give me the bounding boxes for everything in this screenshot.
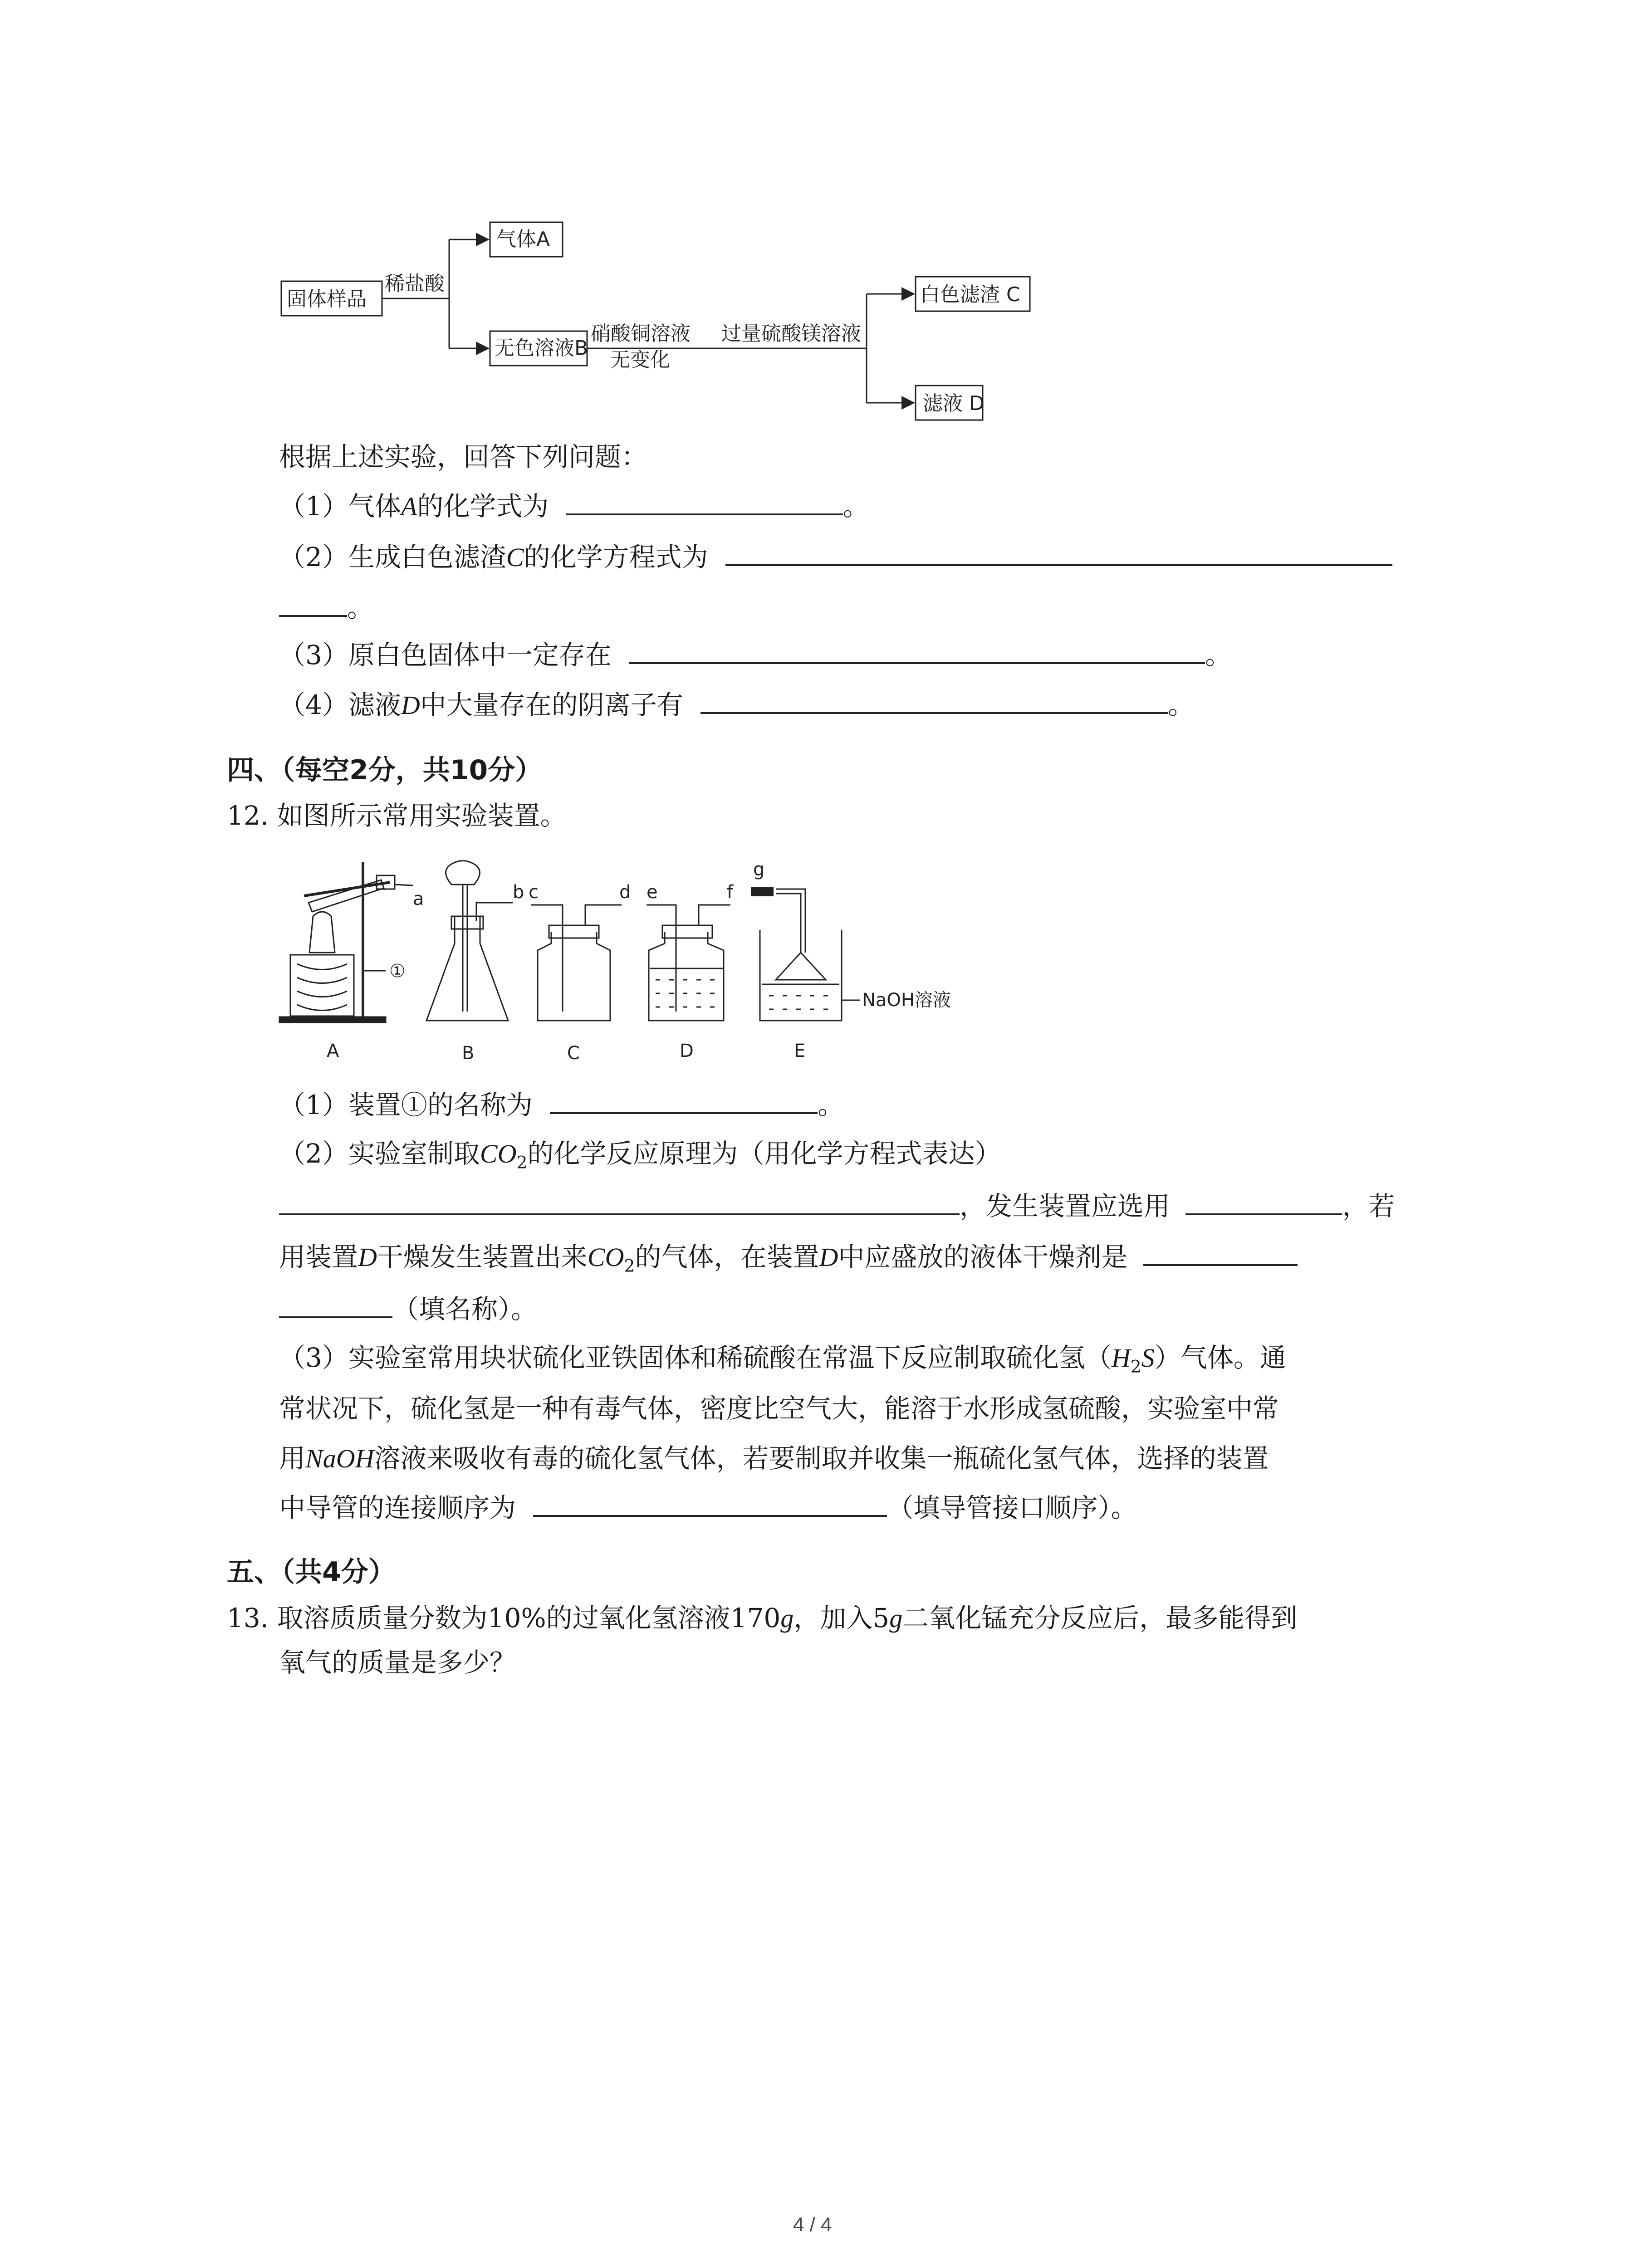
q12-part2-line2: ，发生装置应选用 ，若 [279,1190,1395,1222]
q12-part2-line4: （填名称）。 [279,1293,537,1325]
q11-part2-cont: 。 [279,591,373,624]
flow-solution-b-label: 无色溶液B [495,337,588,360]
apparatus-a-label: A [327,1041,339,1061]
naoh-label: NaOH溶液 [862,990,951,1011]
q11-answer4-blank[interactable] [700,689,1168,714]
flow-sample-label: 固体样品 [287,288,367,311]
port-d-label: d [619,882,631,903]
q12-desiccant-blank-cont[interactable] [279,1293,392,1318]
apparatus-c-label: C [567,1043,580,1064]
apparatus-e-label: E [794,1041,806,1061]
port-e-label: e [647,882,658,903]
q11-answer2-blank-cont[interactable] [279,591,347,617]
q11-part4: （4）滤液D中大量存在的阴离子有 。 [279,689,1195,720]
apparatus-diagram [277,853,985,1066]
q11-part1: （1）气体A的化学式为 。 [279,491,869,522]
q12-equation-blank[interactable] [279,1190,960,1215]
q12-part2: （2）实验室制取$CO_2$的化学反应原理为（用化学方程式表达） [279,1138,1001,1173]
q12-part3-line4: 中导管的连接顺序为 （填导管接口顺序）。 [279,1492,1137,1523]
q11-answer3-blank[interactable] [629,639,1205,664]
section4-heading: 四、（每空2分，共10分） [227,754,543,786]
q11-part3: （3）原白色固体中一定存在 。 [279,640,1232,670]
q13-line1: 13. 取溶质质量分数为10%的过氧化氢溶液170g，加入5g二氧化锰充分反应后，最多能得到 [227,1603,1298,1633]
q11-answer2-blank[interactable] [725,541,1392,566]
q12-part1: （1）装置①的名称为 。 [279,1090,844,1120]
q12-answer1-blank[interactable] [550,1089,818,1114]
port-b-label: b [513,882,524,903]
flow-no-change-label: 无变化 [610,348,670,371]
marker-1-label: ① [389,961,406,982]
port-a-label: a [413,889,424,909]
q11-part2: （2）生成白色滤渣C的化学方程式为 [279,541,1392,573]
flow-filtrate-d-label: 滤液 D [923,392,985,415]
flow-acid-label: 稀盐酸 [385,272,445,295]
q12-connection-order-blank[interactable] [533,1491,887,1517]
flow-residue-c-label: 白色滤渣 C [920,283,1020,306]
flow-reagent2-label: 过量硫酸镁溶液 [721,322,861,345]
q11-answer1-blank[interactable] [566,490,843,515]
page-number: 4 / 4 [793,2214,832,2236]
q11-intro: 根据上述实验，回答下列问题： [279,441,648,472]
q12-desiccant-blank[interactable] [1143,1241,1298,1266]
flow-gas-a-label: 气体A [496,228,550,251]
q12-title: 12. 如图所示常用实验装置。 [227,800,567,831]
section5-heading: 五、（共4分） [227,1556,396,1588]
flowchart-diagram [272,218,1043,435]
q13-line2: 氧气的质量是多少？ [279,1647,516,1678]
flow-reagent1-label: 硝酸铜溶液 [591,322,691,345]
q12-part2-line3: 用装置D干燥发生装置出来$CO_2$的气体，在装置D中应盛放的液体干燥剂是 [279,1241,1298,1282]
q12-part3-line2: 常状况下，硫化氢是一种有毒气体，密度比空气大，能溶于水形成氢硫酸，实验室中常 [279,1393,1279,1424]
port-c-label: c [529,882,539,903]
port-g-label: g [753,859,765,880]
apparatus-b-label: B [462,1043,475,1064]
q12-part3-line3: 用NaOH溶液来吸收有毒的硫化氢气体，若要制取并收集一瓶硫化氢气体，选择的装置 [279,1443,1269,1474]
q12-generator-blank[interactable] [1185,1190,1342,1215]
port-f-label: f [727,882,734,903]
apparatus-d-label: D [680,1041,694,1061]
q12-part3: （3）实验室常用块状硫化亚铁固体和稀硫酸在常温下反应制取硫化氢$(H_2S)$气体。通 [279,1342,1286,1377]
